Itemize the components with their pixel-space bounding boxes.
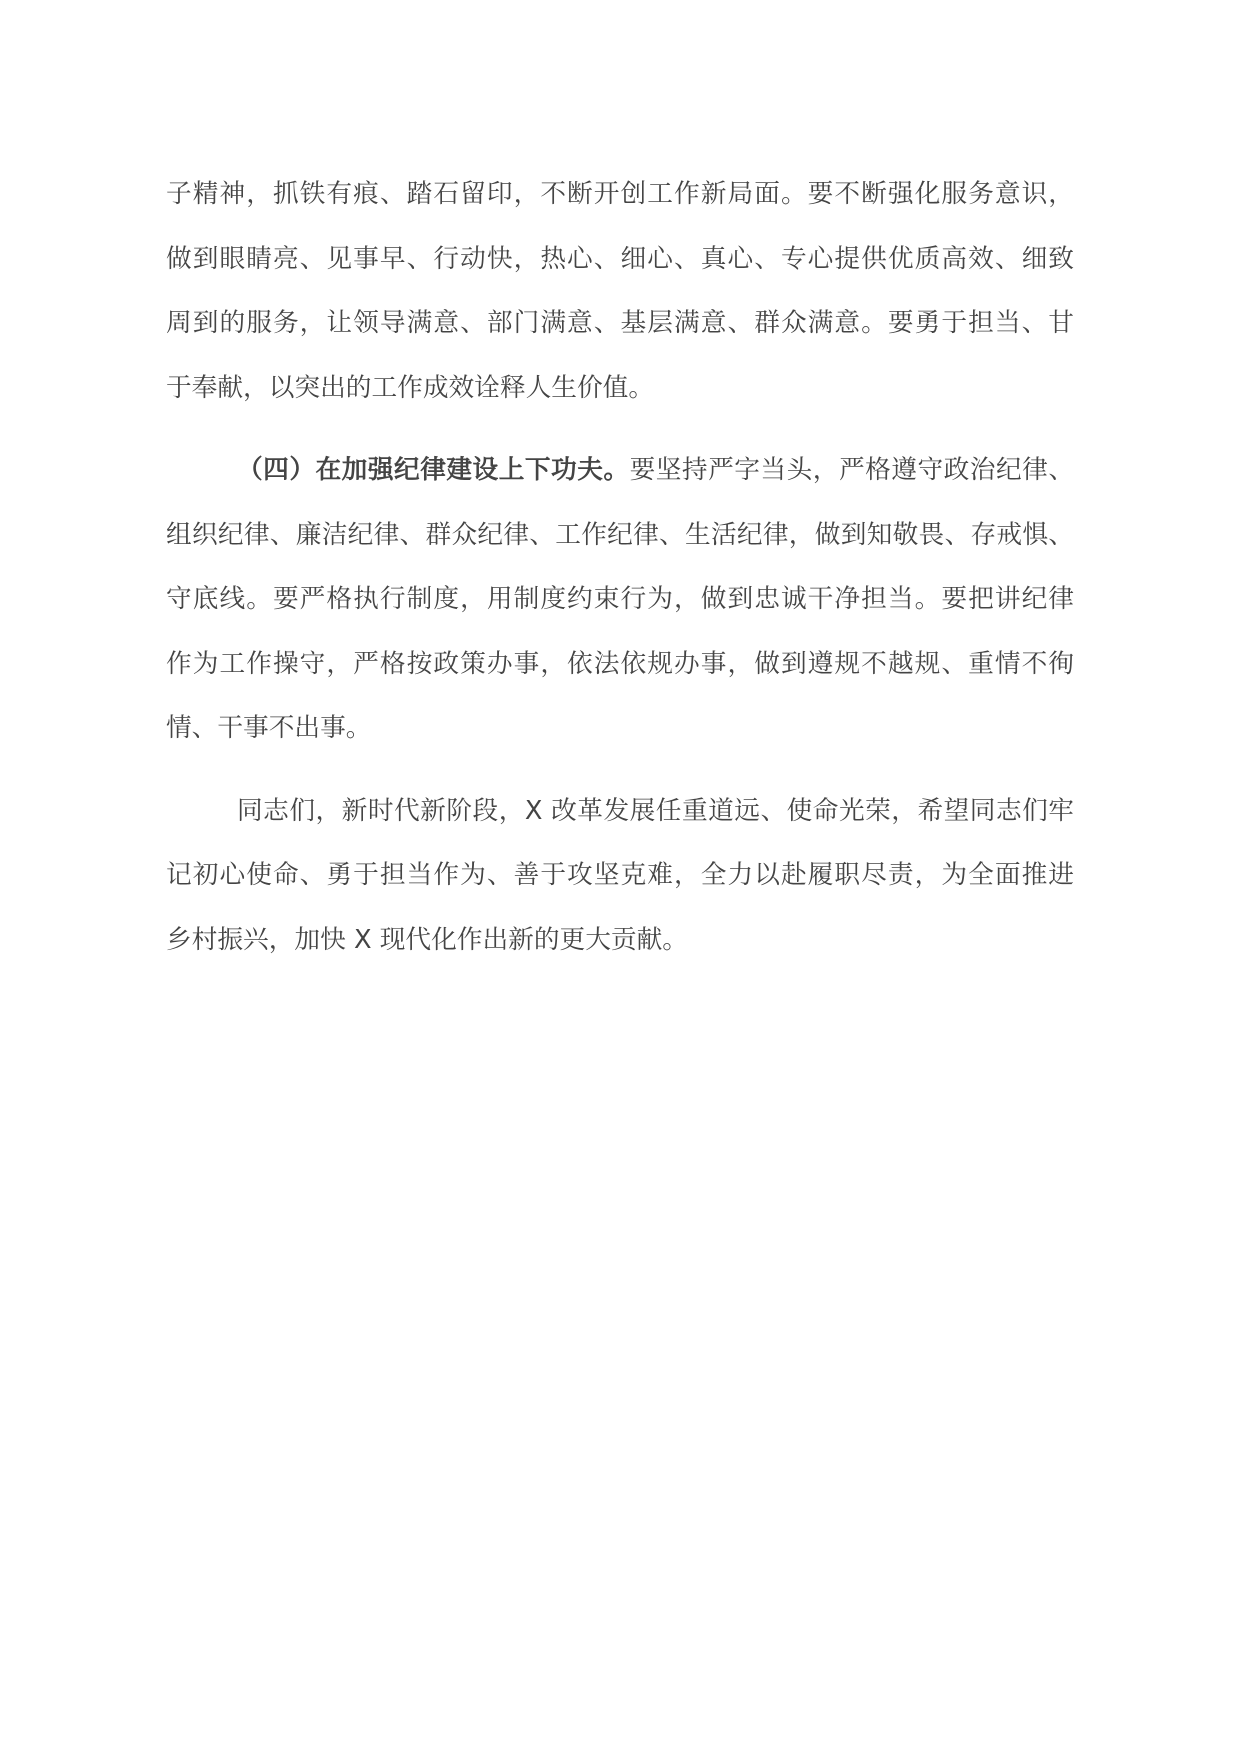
text-line [166, 843, 1074, 908]
text-run: 情、干事不出事。 [166, 713, 372, 743]
text-run: 子精神，抓铁有痕、踏石留印，不断开创工作新局面。要不断强化服务意识， [166, 179, 1074, 209]
text-line [166, 632, 1074, 697]
bold-text-run: （四）在加强纪律建设上下功夫。 [237, 455, 630, 485]
text-line [166, 438, 1074, 503]
text-run: 乡村振兴，加快 X 现代化作出新的更大贡献。 [166, 924, 688, 955]
paragraph [166, 438, 1074, 761]
text-run: 做到眼睛亮、见事早、行动快，热心、细心、真心、专心提供优质高效、细致 [166, 243, 1074, 274]
text-run: 守底线。要严格执行制度，用制度约束行为，做到忠诚干净担当。要把讲纪律 [166, 584, 1074, 614]
text-line [166, 567, 1074, 632]
text-line [166, 291, 1074, 356]
text-run: 周到的服务，让领导满意、部门满意、基层满意、群众满意。要勇于担当、甘 [166, 308, 1074, 338]
text-line [166, 356, 1074, 421]
paragraph [166, 162, 1074, 420]
text-run: 要坚持严字当头，严格遵守政治纪律、 [629, 455, 1074, 485]
text-run: 组织纪律、廉洁纪律、群众纪律、工作纪律、生活纪律，做到知敬畏、存戒惧、 [166, 519, 1074, 550]
text-run: 同志们，新时代新阶段，X 改革发展任重道远、使命光荣，希望同志们牢 [237, 795, 1074, 826]
text-line [166, 503, 1074, 568]
text-line [166, 908, 1074, 973]
text-line [166, 227, 1074, 292]
text-line [166, 779, 1074, 844]
text-run: 记初心使命、勇于担当作为、善于攻坚克难，全力以赴履职尽责，为全面推进 [166, 860, 1074, 890]
text-line [166, 162, 1074, 227]
document-content [166, 162, 1074, 990]
text-run: 于奉献，以突出的工作成效诠释人生价值。 [166, 372, 655, 403]
paragraph [166, 779, 1074, 973]
text-run: 作为工作操守，严格按政策办事，依法依规办事，做到遵规不越规、重情不徇 [166, 648, 1074, 679]
text-line [166, 696, 1074, 761]
